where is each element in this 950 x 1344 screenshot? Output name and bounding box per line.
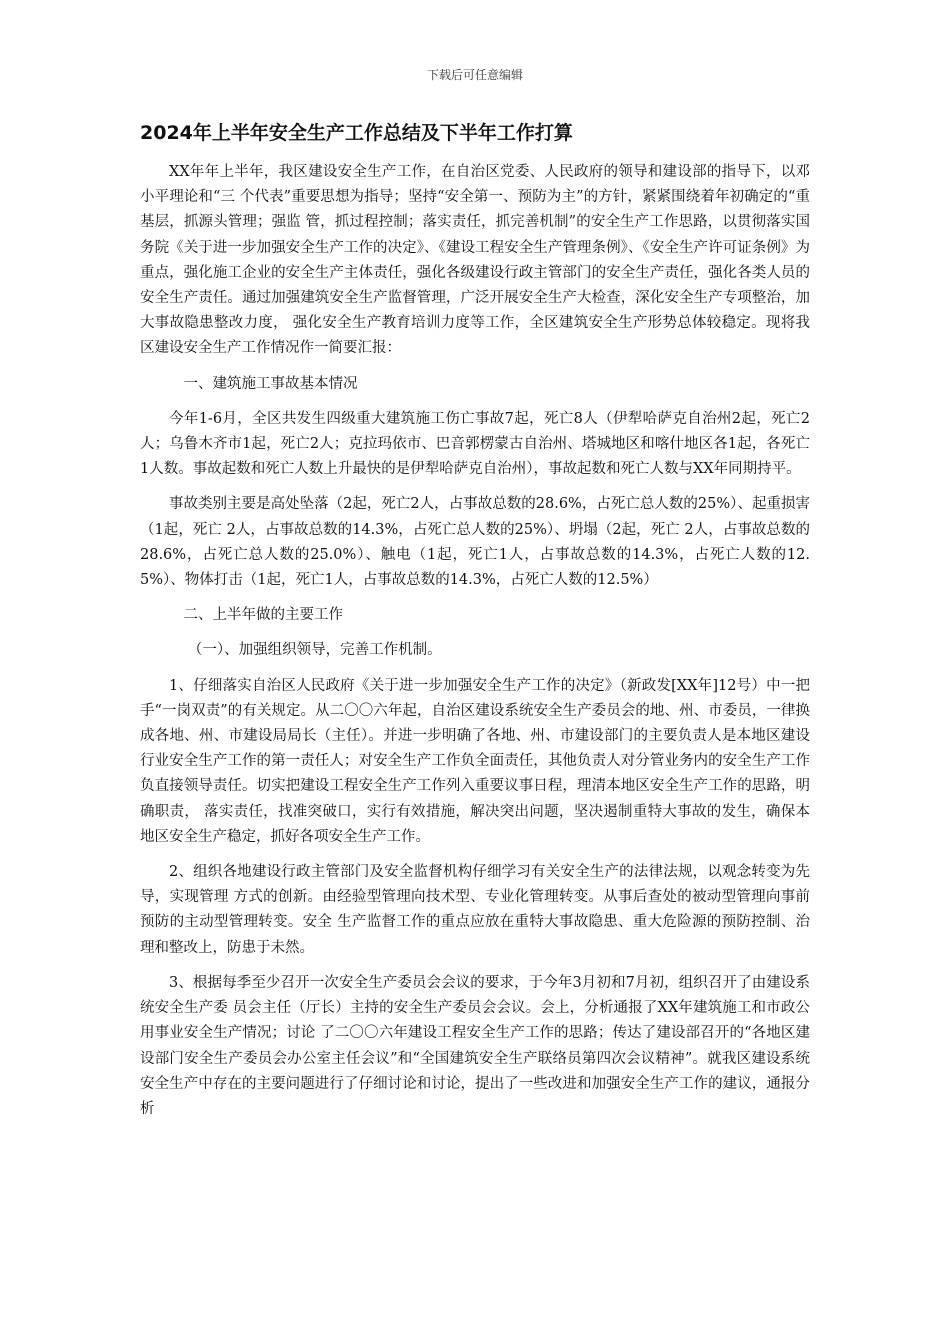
section2-item-3: 3、根据每季至少召开一次安全生产委员会会议的要求，于今年3月初和7月初，组织召开了由建设系统安全生产委 员会主任（厅长）主持的安全生产委员会会议。会上，分析通报了XX年建筑施工和市政公用事业安全生产情况；讨论 了二〇〇六年建设工程安全生产工作的思路；传达了建设部召开的“各地区建设部门安全生产委员会办公室主任会议”和“全国建筑安全生产联络员第四次会议精神”。就我区建设系统安全生产中存在的主要问题进行了仔细讨论和讨论，提出了一些改进和加强安全生产工作的建议，通报分析 xyxy=(140,974,810,1117)
section2-item-2: 2、组织各地建设行政主管部门及安全监督机构仔细学习有关安全生产的法律法规，以观念转变为先导，实现管理 方式的创新。由经验型管理向技术型、专业化管理转变。从事后查处的被动型管理向事前预防的主动型管理转变。安全 生产监督工作的重点应放在重特大事故隐患、重大危险源的预防控制、治理和整改上，防患于未然。 xyxy=(140,864,810,956)
section1-heading: 一、建筑施工事故基本情况 xyxy=(183,375,358,392)
document-body xyxy=(140,118,810,1130)
section2-subheading-1: （一）、加强组织领导，完善工作机制。 xyxy=(187,642,442,659)
section2-item-1: 1、仔细落实自治区人民政府《关于进一步加强安全生产工作的决定》（新政发[XX年]12号）中一把手“一岗双责”的有关规定。从二〇〇六年起，自治区建设系统安全生产委员会的地、州、市委员，一律换成各地、州、市建设局局长（主任）。并进一步明确了各地、州、市建设部门的主要负责人是本地区建设行业安全生产工作的第一责任人；对安全生产工作负全面责任，其他负责人对分管业务内的安全生产工作负直接领导责任。切实把建设工程安全生产工作列入重要议事日程，理清本地区安全生产工作的思路，明确职责， 落实责任，找准突破口，实行有效措施，解决突出问题，坚决遏制重特大事故的发生，确保本地区安全生产稳定，抓好各项安全生产工作。 xyxy=(140,677,810,845)
intro-paragraph: XX年年上半年，我区建设安全生产工作，在自治区党委、人民政府的领导和建设部的指导下，以邓小平理论和“三 个代表”重要思想为指导；坚持“安全第一、预防为主”的方针，紧紧围绕着年初确定的“重基层，抓源头管理；强监 管，抓过程控制；落实责任，抓完善机制”的安全生产工作思路，以贯彻落实国务院《关于进一步加强安全生产工作的决定》、《建设工程安全生产管理条例》、《安全生产许可证条例》为重点，强化施工企业的安全生产主体责任，强化各级建设行政主管部门的安全生产责任，强化各类人员的安全生产责任。通过加强建筑安全生产监督管理，广泛开展安全生产大检查，深化安全生产专项整治，加大事故隐患整改力度， 强化安全生产教育培训力度等工作，全区建筑安全生产形势总体较稳定。现将我区建设安全生产工作情况作一简要汇报： xyxy=(140,164,810,357)
section2-heading: 二、上半年做的主要工作 xyxy=(183,607,343,624)
document-title: 2024年上半年安全生产工作总结及下半年工作打算 xyxy=(140,122,573,144)
section1-paragraph-2: 事故类别主要是高处坠落（2起，死亡2人，占事故总数的28.6%，占死亡总人数的25%）、起重损害（1起，死亡 2人，占事故总数的14.3%，占死亡总人数的25%）、坍塌（2起，死亡 2人，占事故总数的 28.6%，占死亡总人数的25.0%）、触电（1起，死亡1人，占事故总数的14.3%，占死亡人数的12.5%）、物体打击（1起，死亡1人，占事故总数的14.3%，占死亡人数的12.5%） xyxy=(140,496,810,589)
header-note: 下载后可任意编辑 xyxy=(426,68,523,82)
section1-paragraph-1: 今年1-6月，全区共发生四级重大建筑施工伤亡事故7起，死亡8人（伊犁哈萨克自治州2起，死亡2人；乌鲁木齐市1起，死亡2人；克拉玛依市、巴音郭楞蒙古自治州、塔城地区和喀什地区各1起，各死亡1人数。事故起数和死亡人数上升最快的是伊犁哈萨克自治州），事故起数和死亡人数与XX年同期持平。 xyxy=(140,410,810,478)
